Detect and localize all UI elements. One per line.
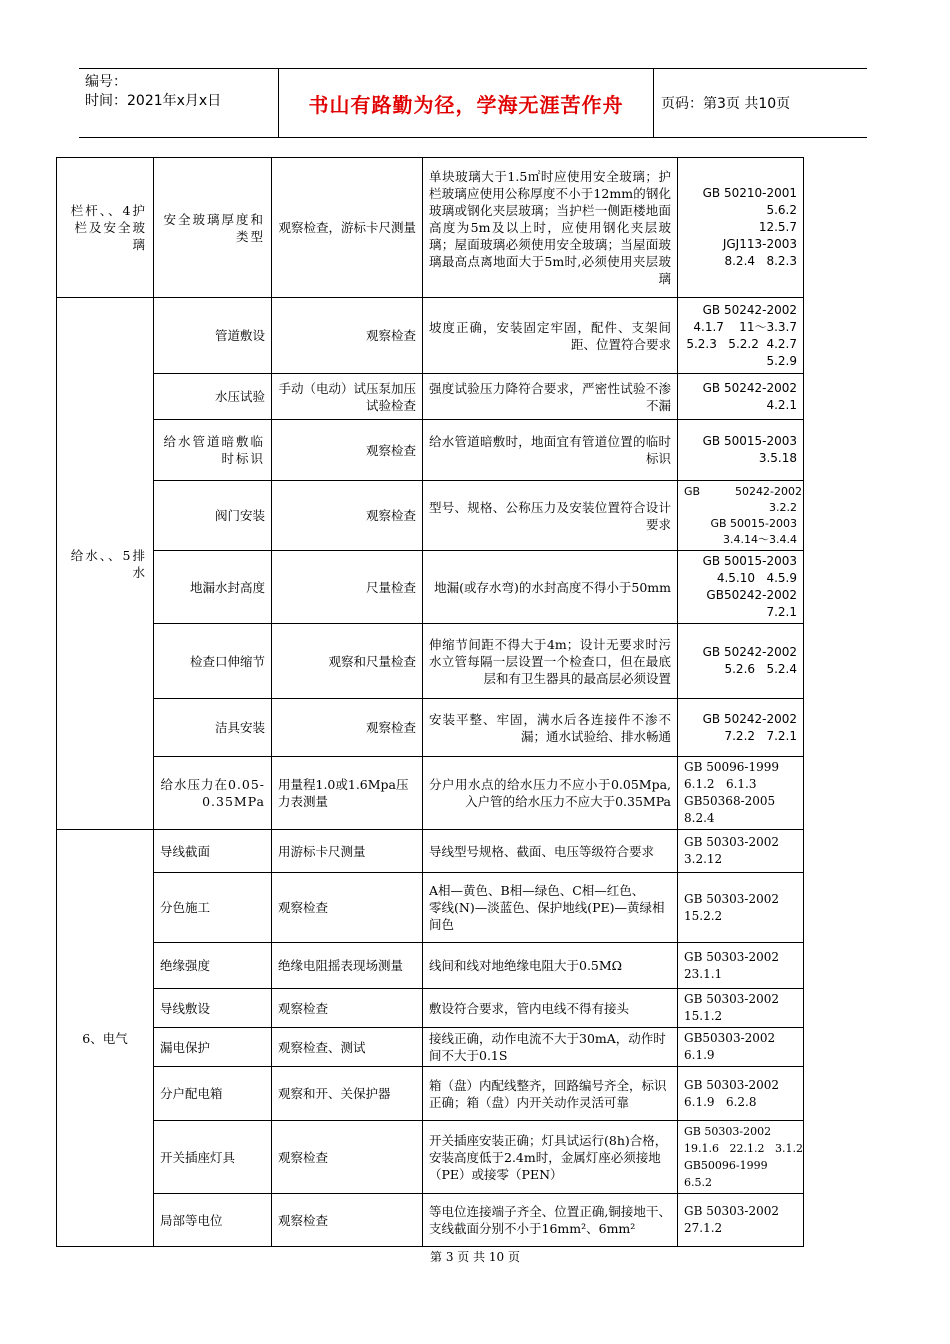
- standard-cell: GB 50303-2002 27.1.2: [684, 1204, 779, 1235]
- method-cell: 用游标卡尺测量: [272, 830, 423, 873]
- requirement-cell: 安装平整、牢固，满水后各连接件不渗不漏；通水试验给、排水畅通: [423, 699, 678, 757]
- item-cell: 洁具安装: [154, 699, 272, 757]
- method-cell: 观察和开、关保护器: [272, 1067, 423, 1121]
- standard-cell: GB 50303-2002 19.1.6 22.1.2 3.1.2 GB50096-1999 6.5.2: [684, 1125, 803, 1189]
- method-cell: 观察检查: [272, 1194, 423, 1247]
- item-cell: 分色施工: [154, 873, 272, 943]
- item-cell: 分户配电箱: [154, 1067, 272, 1121]
- item-cell: 导线截面: [154, 830, 272, 873]
- requirement-cell: 伸缩节间距不得大于4m；设计无要求时污水立管每隔一层设置一个检查口，但在最底层和有卫生器具的最高层必须设置: [423, 624, 678, 699]
- table-row: [57, 989, 804, 1028]
- standard-cell: GB 50096-1999 6.1.2 6.1.3 GB50368-2005 8.2.4: [684, 760, 779, 825]
- method-cell: 观察检查: [272, 420, 423, 481]
- requirement-cell: 开关插座安装正确；灯具试运行(8h)合格，安装高度低于2.4m时，金属灯座必须接地（PE）或接零（PEN）: [423, 1121, 678, 1194]
- standard-cell: GB 50242-2002 4.1.7 11～3.3.7 5.2.3 5.2.2 4.2.7 5.2.9: [686, 302, 797, 368]
- item-cell: 导线敷设: [154, 989, 272, 1028]
- method-cell: 观察和尺量检查: [272, 624, 423, 699]
- item-cell: 局部等电位: [154, 1194, 272, 1247]
- table-row: [57, 481, 804, 551]
- standard-cell: GB 50242-2002 3.2.2 GB 50015-2003 3.4.14～3.4.4: [684, 484, 802, 546]
- item-cell: 漏电保护: [154, 1028, 272, 1067]
- item-cell: 开关插座灯具: [154, 1121, 272, 1194]
- page-header: [79, 68, 867, 138]
- standard-cell: GB 50303-2002 6.1.9 6.2.8: [684, 1077, 779, 1109]
- method-cell: 观察检查: [272, 481, 423, 551]
- requirement-cell: 敷设符合要求，管内电线不得有接头: [423, 989, 678, 1028]
- page-footer: 第 3 页 共 10 页: [430, 1250, 520, 1264]
- inspection-table: [56, 157, 804, 1247]
- item-cell: 绝缘强度: [154, 943, 272, 989]
- table-row: [57, 757, 804, 830]
- standard-cell: GB 50303-2002 15.2.2: [684, 891, 779, 923]
- table-row: [57, 873, 804, 943]
- requirement-cell: 强度试验压力降符合要求，严密性试验不渗不漏: [423, 374, 678, 420]
- requirement-cell: 接线正确，动作电流不大于30mA，动作时间不大于0.1S: [423, 1028, 678, 1067]
- category-cell: 栏杆、、4护栏及安全玻璃: [57, 158, 154, 298]
- method-cell: 观察检查: [272, 1121, 423, 1194]
- item-cell: 给水管道暗敷临时标识: [154, 420, 272, 481]
- table-row: [57, 298, 804, 374]
- method-cell: 用量程1.0或1.6Mpa压力表测量: [272, 757, 423, 830]
- document-number-label: 编号：: [85, 74, 127, 90]
- method-cell: 观察检查: [272, 699, 423, 757]
- requirement-cell: A相—黄色、B相—绿色、C相—红色、 零线(N)—淡蓝色、保护地线(PE)—黄绿相间色: [423, 873, 678, 943]
- standard-cell: GB 50303-2002 23.1.1: [684, 949, 779, 981]
- method-cell: 观察检查: [272, 298, 423, 374]
- table-row: [57, 374, 804, 420]
- item-cell: 安全玻璃厚度和类型: [154, 158, 272, 298]
- standard-cell: GB 50303-2002 3.2.12: [684, 835, 779, 866]
- item-cell: 阀门安装: [154, 481, 272, 551]
- standard-cell: GB 50242-2002 4.2.1: [702, 380, 797, 412]
- item-cell: 给水压力在0.05-0.35MPa: [154, 757, 272, 830]
- requirement-cell: 导线型号规格、截面、电压等级符合要求: [423, 830, 678, 873]
- table-row: [57, 1067, 804, 1121]
- standard-cell: GB 50242-2002 5.2.6 5.2.4: [702, 645, 797, 676]
- table-row: [57, 1121, 804, 1194]
- item-cell: 水压试验: [154, 374, 272, 420]
- requirement-cell: 线间和线对地绝缘电阻大于0.5MΩ: [423, 943, 678, 989]
- standard-cell: GB 50210-2001 5.6.2 12.5.7 JGJ113-2003 8.2.4 8.2.3: [702, 186, 797, 268]
- standard-cell: GB 50015-2003 3.5.18: [702, 434, 797, 465]
- requirement-cell: 型号、规格、公称压力及安装位置符合设计要求: [423, 481, 678, 551]
- method-cell: 观察检查，游标卡尺测量: [272, 158, 423, 298]
- document-time-label: 时间：2021年x月x日: [85, 93, 222, 109]
- table-row: [57, 943, 804, 989]
- standard-cell: GB 50303-2002 15.1.2: [684, 992, 779, 1023]
- header-page-number: 页码：第3页 共10页: [661, 96, 791, 112]
- item-cell: 地漏水封高度: [154, 551, 272, 624]
- category-cell: 给水、、5排水: [57, 298, 154, 830]
- method-cell: 观察检查、测试: [272, 1028, 423, 1067]
- category-cell: 6、电气: [57, 830, 154, 1247]
- header-motto: 书山有路勤为径，学海无涯苦作舟: [279, 69, 654, 137]
- standard-cell: GB 50242-2002 7.2.2 7.2.1: [702, 711, 797, 743]
- standard-cell: GB 50015-2003 4.5.10 4.5.9 GB50242-2002 7.2.1: [702, 554, 797, 619]
- table-row: [57, 420, 804, 481]
- requirement-cell: 单块玻璃大于1.5㎡时应使用安全玻璃；护栏玻璃应使用公称厚度不小于12mm的钢化玻璃或钢化夹层玻璃；当护栏一侧距楼地面高度为5m及以上时，应使用钢化夹层玻璃；屋面玻璃必须使用安全玻璃；当屋面玻璃最高点离地面大于5m时,必须使用夹层玻璃: [423, 158, 678, 298]
- method-cell: 手动（电动）试压泵加压试验检查: [272, 374, 423, 420]
- requirement-cell: 分户用水点的给水压力不应小于0.05Mpa,入户管的给水压力不应大于0.35MPa: [423, 757, 678, 830]
- table-row: [57, 158, 804, 298]
- method-cell: 绝缘电阻摇表现场测量: [272, 943, 423, 989]
- item-cell: 管道敷设: [154, 298, 272, 374]
- requirement-cell: 地漏(或存水弯)的水封高度不得小于50mm: [423, 551, 678, 624]
- table-row: [57, 830, 804, 873]
- method-cell: 观察检查: [272, 989, 423, 1028]
- table-row: [57, 699, 804, 757]
- method-cell: 观察检查: [272, 873, 423, 943]
- requirement-cell: 等电位连接端子齐全、位置正确,铜接地干、支线截面分别不小于16mm²、6mm²: [423, 1194, 678, 1247]
- table-row: [57, 551, 804, 624]
- method-cell: 尺量检查: [272, 551, 423, 624]
- table-row: [57, 624, 804, 699]
- standard-cell: GB50303-2002 6.1.9: [684, 1031, 776, 1062]
- item-cell: 检查口伸缩节: [154, 624, 272, 699]
- requirement-cell: 坡度正确，安装固定牢固，配件、支架间距、位置符合要求: [423, 298, 678, 374]
- header-meta: [79, 69, 279, 137]
- requirement-cell: 给水管道暗敷时，地面宜有管道位置的临时标识: [423, 420, 678, 481]
- table-row: [57, 1194, 804, 1247]
- table-row: [57, 1028, 804, 1067]
- requirement-cell: 箱（盘）内配线整齐，回路编号齐全，标识正确；箱（盘）内开关动作灵活可靠: [423, 1067, 678, 1121]
